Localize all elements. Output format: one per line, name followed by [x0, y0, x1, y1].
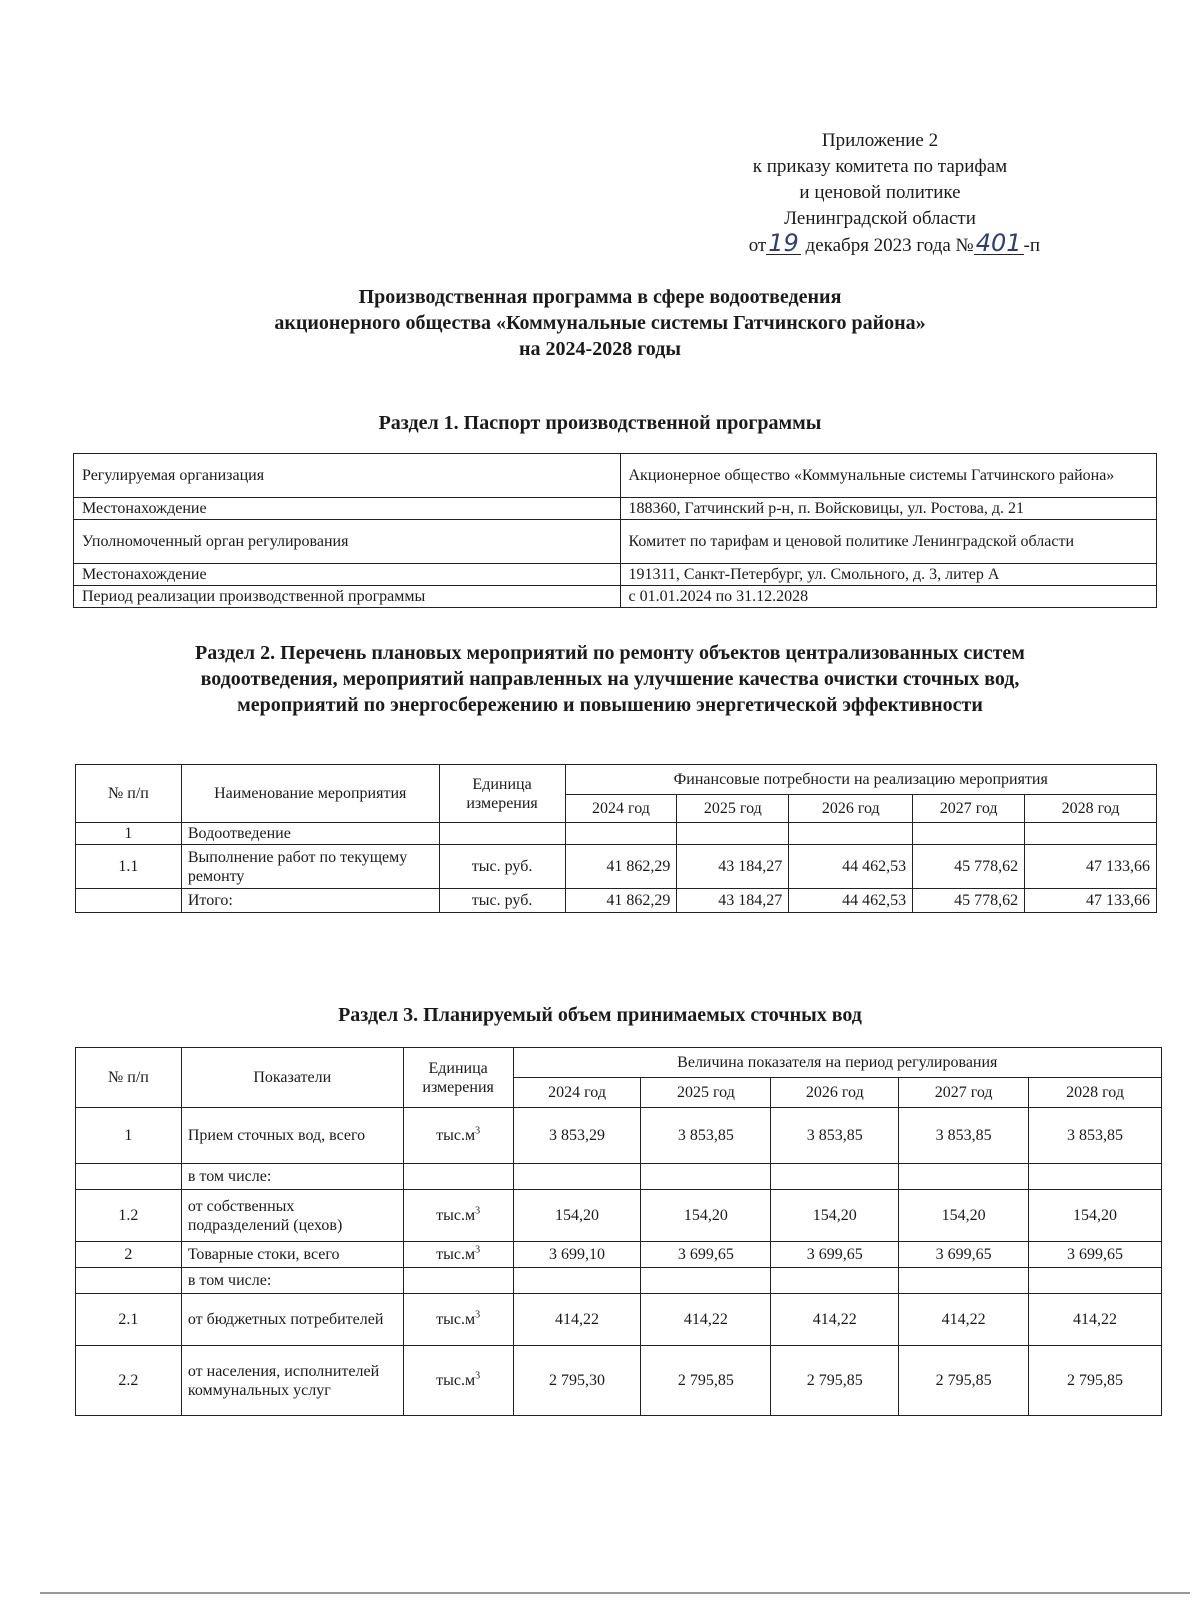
- row-num: [76, 889, 182, 913]
- row-value: 3 699,65: [1029, 1242, 1162, 1268]
- row-value: 414,22: [1029, 1294, 1162, 1346]
- unit-text: тыс.м: [436, 1311, 476, 1328]
- row-value: [513, 1268, 641, 1294]
- passport-value: Комитет по тарифам и ценовой политике Ленинградской области: [620, 520, 1157, 564]
- row-value: 45 778,62: [913, 845, 1025, 889]
- passport-label: Уполномоченный орган регулирования: [74, 520, 621, 564]
- section2-title: [100, 640, 1120, 718]
- row-unit: [403, 1108, 513, 1164]
- table-row: [76, 1190, 1162, 1242]
- passport-label: Местонахождение: [74, 564, 621, 586]
- row-num: 2.1: [76, 1294, 182, 1346]
- passport-value: 188360, Гатчинский р-н, п. Войсковицы, ул. Ростова, д. 21: [620, 498, 1157, 520]
- header-row: [76, 1048, 1162, 1078]
- row-name: в том числе:: [181, 1164, 403, 1190]
- section3-title: Раздел 3. Планируемый объем принимаемых сточных вод: [338, 1004, 862, 1026]
- title-line: акционерного общества «Коммунальные системы Гатчинского района»: [274, 312, 926, 334]
- row-name: Товарные стоки, всего: [181, 1242, 403, 1268]
- order-date-line: [700, 229, 1060, 259]
- row-unit: тыс. руб.: [439, 845, 565, 889]
- row-value: 3 853,85: [641, 1108, 771, 1164]
- row-value: 2 795,85: [899, 1346, 1029, 1416]
- row-name: Водоотведение: [181, 823, 439, 845]
- row-value: 44 462,53: [789, 845, 913, 889]
- appendix-line: Ленинградской области: [784, 208, 976, 229]
- unit-text: тыс.м: [436, 1207, 476, 1224]
- row-value: 44 462,53: [789, 889, 913, 913]
- row-value: 154,20: [771, 1190, 899, 1242]
- col-header-unit: Единица измерения: [439, 765, 565, 823]
- title-line: Производственная программа в сфере водоотведения: [358, 286, 842, 308]
- passport-table: [73, 453, 1157, 608]
- col-header-period: Величина показателя на период регулирования: [513, 1048, 1161, 1078]
- row-value: 154,20: [641, 1190, 771, 1242]
- unit-exponent: 3: [475, 1244, 481, 1256]
- table-row: [76, 1108, 1162, 1164]
- table-row: [74, 564, 1157, 586]
- order-date-prefix: от: [748, 235, 767, 256]
- table-row: [76, 1268, 1162, 1294]
- unit-text: тыс.м: [436, 1246, 476, 1263]
- row-value: 154,20: [899, 1190, 1029, 1242]
- row-name: в том числе:: [181, 1268, 403, 1294]
- table-row: [76, 845, 1157, 889]
- row-unit: [403, 1164, 513, 1190]
- row-value: 41 862,29: [565, 845, 677, 889]
- handwritten-order-number: 401: [975, 229, 1022, 257]
- unit-exponent: 3: [475, 1125, 481, 1137]
- row-value: [899, 1268, 1029, 1294]
- table-row-total: [76, 889, 1157, 913]
- row-value: [913, 823, 1025, 845]
- appendix-header: [700, 128, 1060, 259]
- row-num: 1: [76, 823, 182, 845]
- row-num: 2.2: [76, 1346, 182, 1416]
- row-value: 414,22: [899, 1294, 1029, 1346]
- col-header-name: Наименование мероприятия: [181, 765, 439, 823]
- passport-value: 191311, Санкт-Петербург, ул. Смольного, д. 3, литер А: [620, 564, 1157, 586]
- row-value: [771, 1268, 899, 1294]
- row-name: от бюджетных потребителей: [181, 1294, 403, 1346]
- year-header: 2024 год: [565, 795, 677, 823]
- passport-value: Акционерное общество «Коммунальные системы Гатчинского района»: [620, 454, 1157, 498]
- col-header-num: № п/п: [76, 765, 182, 823]
- row-num: 1: [76, 1108, 182, 1164]
- row-unit: [403, 1346, 513, 1416]
- row-value: 414,22: [513, 1294, 641, 1346]
- row-num: [76, 1164, 182, 1190]
- appendix-line: и ценовой политике: [799, 182, 961, 203]
- section2-title-line: мероприятий по энергосбережению и повышению энергетической эффективности: [237, 694, 983, 716]
- order-number-suffix: -п: [1023, 235, 1040, 256]
- row-value: 2 795,30: [513, 1346, 641, 1416]
- year-header: 2026 год: [789, 795, 913, 823]
- wastewater-volume-table: [75, 1047, 1162, 1416]
- row-name: Итого:: [181, 889, 439, 913]
- row-value: [771, 1164, 899, 1190]
- col-header-num: № п/п: [76, 1048, 182, 1108]
- year-header: 2025 год: [677, 795, 789, 823]
- row-value: [641, 1164, 771, 1190]
- row-value: 154,20: [513, 1190, 641, 1242]
- table-row: [74, 498, 1157, 520]
- row-value: 3 853,29: [513, 1108, 641, 1164]
- col-header-finance: Финансовые потребности на реализацию мероприятия: [565, 765, 1156, 795]
- unit-exponent: 3: [475, 1370, 481, 1382]
- row-unit: [439, 823, 565, 845]
- unit-text: тыс.м: [436, 1372, 476, 1389]
- order-date-middle: декабря 2023 года №: [805, 235, 974, 256]
- appendix-line: к приказу комитета по тарифам: [752, 156, 1008, 177]
- table-row: [74, 454, 1157, 498]
- section2-title-line: водоотведения, мероприятий направленных на улучшение качества очистки сточных вод,: [200, 668, 1020, 690]
- row-value: [899, 1164, 1029, 1190]
- row-value: 2 795,85: [641, 1346, 771, 1416]
- row-unit: тыс. руб.: [439, 889, 565, 913]
- col-header-unit: Единица измерения: [403, 1048, 513, 1108]
- row-name: от населения, исполнителей коммунальных услуг: [181, 1346, 403, 1416]
- section2-title-line: Раздел 2. Перечень плановых мероприятий по ремонту объектов централизованных систем: [195, 642, 1025, 664]
- year-header: 2024 год: [513, 1078, 641, 1108]
- row-unit: [403, 1268, 513, 1294]
- table-row: [74, 586, 1157, 608]
- row-value: 47 133,66: [1025, 845, 1157, 889]
- scan-edge-line: [40, 1592, 1190, 1594]
- row-value: 3 699,10: [513, 1242, 641, 1268]
- table-row: [76, 823, 1157, 845]
- year-header: 2028 год: [1025, 795, 1157, 823]
- row-value: 3 853,85: [899, 1108, 1029, 1164]
- table-row: [76, 1346, 1162, 1416]
- col-header-name: Показатели: [181, 1048, 403, 1108]
- row-name: Выполнение работ по текущему ремонту: [181, 845, 439, 889]
- row-unit: [403, 1242, 513, 1268]
- year-header: 2027 год: [899, 1078, 1029, 1108]
- unit-exponent: 3: [475, 1205, 481, 1217]
- row-value: 3 853,85: [771, 1108, 899, 1164]
- row-name: от собственных подразделений (цехов): [181, 1190, 403, 1242]
- row-value: 43 184,27: [677, 845, 789, 889]
- row-value: 414,22: [641, 1294, 771, 1346]
- row-num: [76, 1268, 182, 1294]
- row-value: 154,20: [1029, 1190, 1162, 1242]
- row-value: [1029, 1268, 1162, 1294]
- row-value: 2 795,85: [771, 1346, 899, 1416]
- row-value: 414,22: [771, 1294, 899, 1346]
- year-header: 2028 год: [1029, 1078, 1162, 1108]
- header-row: [76, 765, 1157, 795]
- year-header: 2027 год: [913, 795, 1025, 823]
- appendix-line: Приложение 2: [821, 130, 939, 151]
- row-name: Прием сточных вод, всего: [181, 1108, 403, 1164]
- row-value: [513, 1164, 641, 1190]
- row-value: [1025, 823, 1157, 845]
- row-value: 2 795,85: [1029, 1346, 1162, 1416]
- row-value: 3 699,65: [641, 1242, 771, 1268]
- section1-title: Раздел 1. Паспорт производственной программы: [378, 412, 822, 434]
- year-header: 2026 год: [771, 1078, 899, 1108]
- row-value: 47 133,66: [1025, 889, 1157, 913]
- unit-text: тыс.м: [436, 1127, 476, 1144]
- row-value: [789, 823, 913, 845]
- year-header: 2025 год: [641, 1078, 771, 1108]
- row-unit: [403, 1294, 513, 1346]
- row-value: [677, 823, 789, 845]
- row-value: 3 699,65: [899, 1242, 1029, 1268]
- title-line: на 2024-2028 годы: [519, 338, 681, 360]
- document-title: [120, 284, 1080, 362]
- table-row: [76, 1164, 1162, 1190]
- row-value: [641, 1268, 771, 1294]
- row-unit: [403, 1190, 513, 1242]
- handwritten-day: 19: [768, 229, 799, 257]
- row-value: 43 184,27: [677, 889, 789, 913]
- row-value: 41 862,29: [565, 889, 677, 913]
- passport-label: Период реализации производственной программы: [74, 586, 621, 608]
- unit-exponent: 3: [475, 1309, 481, 1321]
- row-value: 3 853,85: [1029, 1108, 1162, 1164]
- measures-table: [75, 764, 1157, 913]
- passport-label: Регулируемая организация: [74, 454, 621, 498]
- row-value: [1029, 1164, 1162, 1190]
- row-num: 1.1: [76, 845, 182, 889]
- passport-label: Местонахождение: [74, 498, 621, 520]
- table-row: [76, 1242, 1162, 1268]
- passport-value: с 01.01.2024 по 31.12.2028: [620, 586, 1157, 608]
- row-num: 2: [76, 1242, 182, 1268]
- row-num: 1.2: [76, 1190, 182, 1242]
- table-row: [74, 520, 1157, 564]
- table-row: [76, 1294, 1162, 1346]
- row-value: 3 699,65: [771, 1242, 899, 1268]
- row-value: [565, 823, 677, 845]
- row-value: 45 778,62: [913, 889, 1025, 913]
